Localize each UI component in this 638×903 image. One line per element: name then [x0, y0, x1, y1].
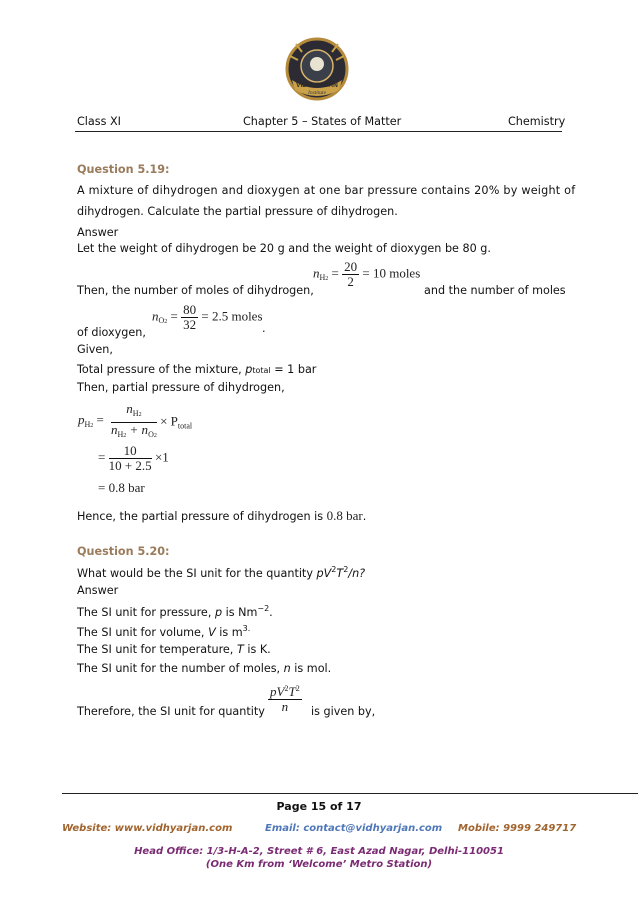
q19-partial-pressure-label: Then, partial pressure of dihydrogen,	[77, 381, 285, 394]
institute-logo	[282, 36, 352, 106]
footer-mobile: Mobile: 9999 249717	[458, 823, 577, 834]
header-chapter: Chapter 5 – States of Matter	[243, 115, 402, 128]
footer-office-note: (One Km from ‘Welcome’ Metro Station)	[205, 859, 433, 870]
q20-pressure-unit: The SI unit for pressure, p is $Nm^{-2}$.	[77, 604, 273, 619]
q20-given-by: is given by,	[311, 705, 376, 718]
q19-period: .	[262, 322, 266, 335]
q20-therefore: Therefore, the SI unit for quantity	[77, 705, 265, 718]
q19-given: Given,	[77, 343, 113, 356]
q19-conclusion: Hence, the partial pressure of dihydrogen is 0.8 bar.	[77, 508, 367, 523]
footer-office: Head Office: 1/3-H-A-2, Street # 6, East Azad Nagar, Delhi-110051	[134, 846, 504, 857]
header-divider	[75, 131, 562, 132]
logo-name: VIDHYARJAN	[296, 82, 338, 89]
footer-email: Email: contact@vidhyarjan.com	[265, 823, 443, 834]
page-number: Page 15 of 17	[276, 800, 362, 813]
q20-moles-unit: The SI unit for the number of moles, n is mol.	[77, 662, 332, 675]
q19-text-1: A mixture of dihydrogen and dioxygen at one bar pressure contains 20% by weight of	[77, 184, 576, 197]
q20-temperature-unit: The SI unit for temperature, T is K.	[77, 643, 271, 656]
q19-moles-h2-text: Then, the number of moles of dihydrogen,	[77, 284, 314, 297]
q20-volume-unit: The SI unit for volume, V is $m^{3.}$	[77, 624, 251, 639]
q20-question: What would be the SI unit for the quantity $pV^2T^2/n$?	[77, 565, 366, 580]
q20-title: Question 5.20:	[77, 545, 170, 558]
q19-text-2: dihydrogen. Calculate the partial pressure of dihydrogen.	[77, 205, 398, 218]
equation-quantity: $\frac{pV^2T^2}{n}$	[270, 684, 300, 714]
footer-website: Website: www.vidhyarjan.com	[62, 823, 233, 834]
q19-answer-label: Answer	[77, 226, 119, 239]
q19-answer-line-1: Let the weight of dihydrogen be 20 g and the weight of dioxygen be 80 g.	[77, 242, 491, 255]
q19-title: Question 5.19:	[77, 163, 170, 176]
q20-answer-label: Answer	[77, 584, 119, 597]
q19-moles-o2-text-right: and the number of moles	[424, 284, 566, 297]
logo-sub: Institute	[307, 90, 327, 96]
q19-moles-o2-text: of dioxygen,	[77, 326, 146, 339]
equation-partial-pressure: $p_{H2}$ = $\frac{n_{H2}}{n_{H2} + n_{O2}}$ × $P_{total}$ = $\frac{10}{10 + 2.5}$ ×1 = 0.8 bar	[78, 401, 193, 495]
footer-divider	[62, 793, 638, 794]
header-class: Class XI	[77, 115, 121, 128]
q19-total-pressure: Total pressure of the mixture, ptotal = 1 bar	[77, 363, 317, 376]
equation-moles-o2: $n_{O2}$ = $\frac{80}{32}$ = 2.5 moles	[152, 302, 263, 332]
header-subject: Chemistry	[508, 115, 566, 128]
equation-moles-h2: $n_{H2}$ = $\frac{20}{2}$ = 10 moles	[313, 259, 421, 289]
